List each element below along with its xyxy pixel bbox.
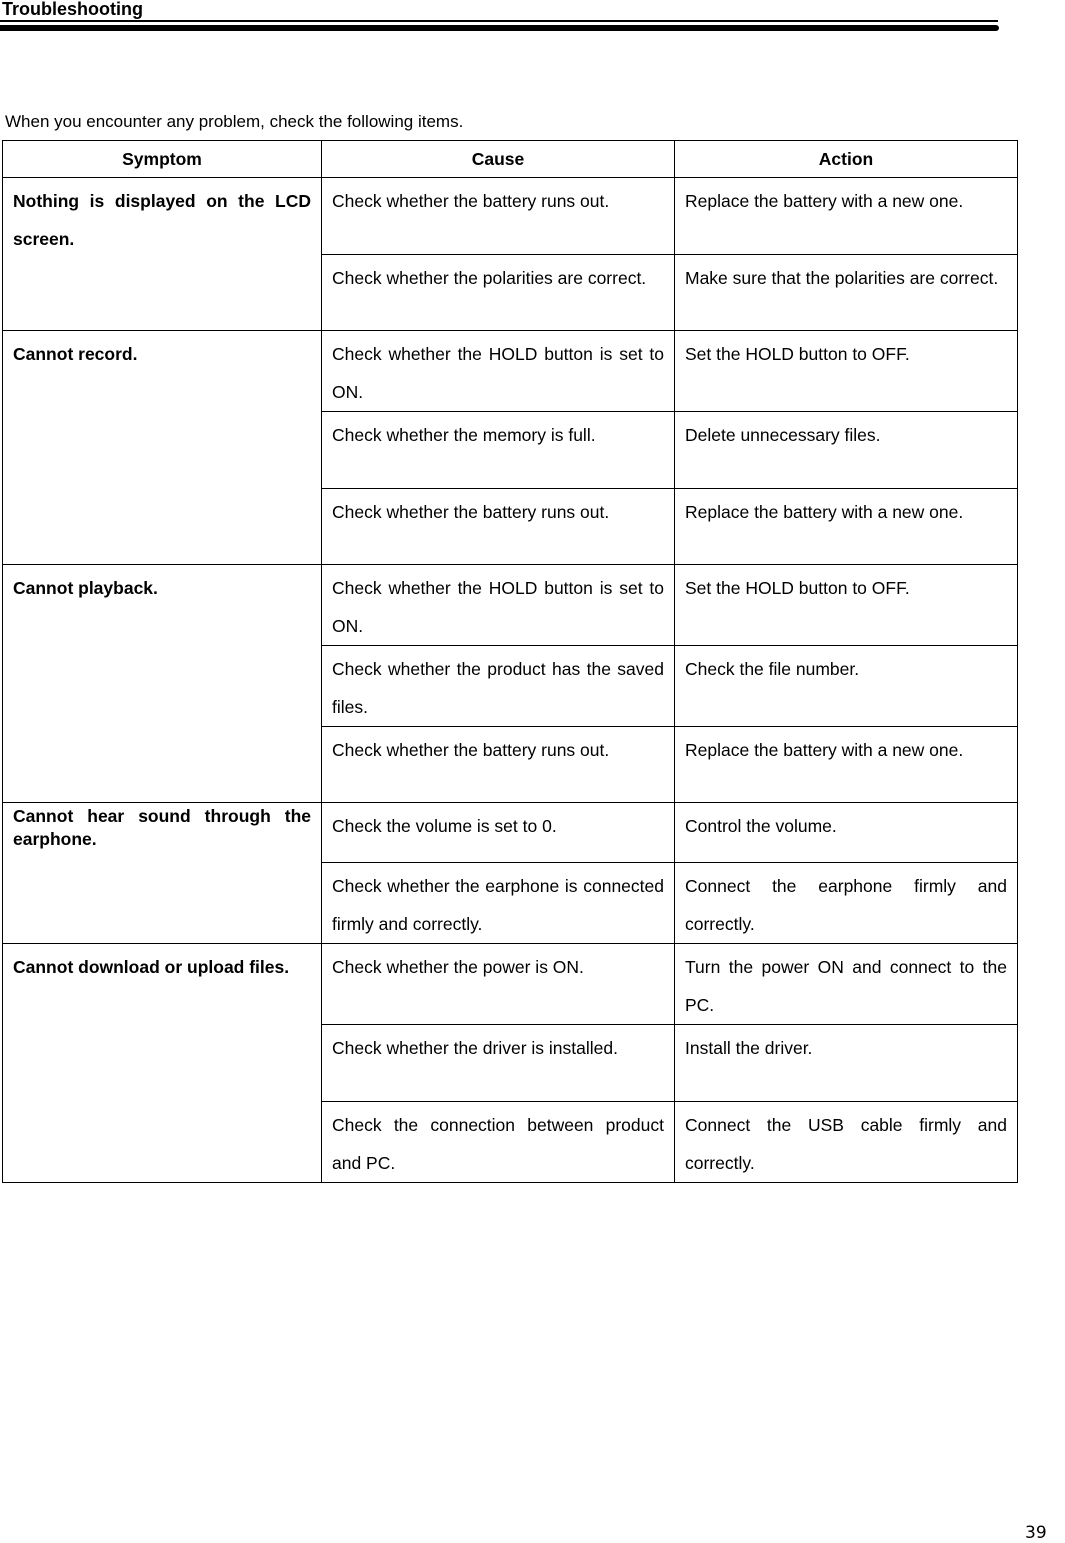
action-cell: Check the file number. — [675, 646, 1018, 727]
page-number: 39 — [1025, 1523, 1047, 1543]
cause-cell: Check the volume is set to 0. — [322, 803, 675, 863]
intro-text: When you encounter any problem, check the following items. — [5, 112, 464, 131]
header-rule-thin — [0, 20, 998, 22]
symptom-cell: Cannot record. — [3, 331, 322, 565]
table-row — [3, 944, 1018, 1025]
cause-cell: Check whether the driver is installed. — [322, 1025, 675, 1102]
cause-cell: Check whether the battery runs out. — [322, 489, 675, 565]
table-header-row — [3, 141, 1018, 178]
header-rule-thick — [0, 25, 999, 31]
action-cell: Connect the USB cable firmly and correctly. — [675, 1102, 1018, 1183]
symptom-cell: Cannot playback. — [3, 565, 322, 803]
action-cell: Delete unnecessary files. — [675, 412, 1018, 489]
cause-cell: Check whether the polarities are correct. — [322, 255, 675, 331]
section-title: Troubleshooting — [2, 0, 143, 19]
cause-cell: Check whether the memory is full. — [322, 412, 675, 489]
column-header-cause: Cause — [322, 141, 675, 178]
action-cell: Turn the power ON and connect to the PC. — [675, 944, 1018, 1025]
table-row — [3, 178, 1018, 255]
column-header-symptom: Symptom — [3, 141, 322, 178]
cause-cell: Check whether the battery runs out. — [322, 178, 675, 255]
action-cell: Connect the earphone firmly and correctly. — [675, 863, 1018, 944]
action-cell: Replace the battery with a new one. — [675, 178, 1018, 255]
action-cell: Control the volume. — [675, 803, 1018, 863]
table-row — [3, 803, 1018, 863]
column-header-action: Action — [675, 141, 1018, 178]
action-cell: Set the HOLD button to OFF. — [675, 565, 1018, 646]
cause-cell: Check the connection between product and PC. — [322, 1102, 675, 1183]
table-row — [3, 331, 1018, 412]
action-cell: Set the HOLD button to OFF. — [675, 331, 1018, 412]
action-cell: Replace the battery with a new one. — [675, 727, 1018, 803]
cause-cell: Check whether the earphone is connected firmly and correctly. — [322, 863, 675, 944]
cause-cell: Check whether the power is ON. — [322, 944, 675, 1025]
symptom-cell: Cannot download or upload files. — [3, 944, 322, 1183]
action-cell: Install the driver. — [675, 1025, 1018, 1102]
troubleshooting-table — [2, 140, 1018, 1183]
action-cell: Make sure that the polarities are correct. — [675, 255, 1018, 331]
cause-cell: Check whether the battery runs out. — [322, 727, 675, 803]
action-cell: Replace the battery with a new one. — [675, 489, 1018, 565]
cause-cell: Check whether the HOLD button is set to ON. — [322, 331, 675, 412]
symptom-cell: Cannot hear sound through the earphone. — [3, 803, 322, 944]
symptom-cell: Nothing is displayed on the LCD screen. — [3, 178, 322, 331]
cause-cell: Check whether the HOLD button is set to ON. — [322, 565, 675, 646]
table-row — [3, 565, 1018, 646]
cause-cell: Check whether the product has the saved files. — [322, 646, 675, 727]
